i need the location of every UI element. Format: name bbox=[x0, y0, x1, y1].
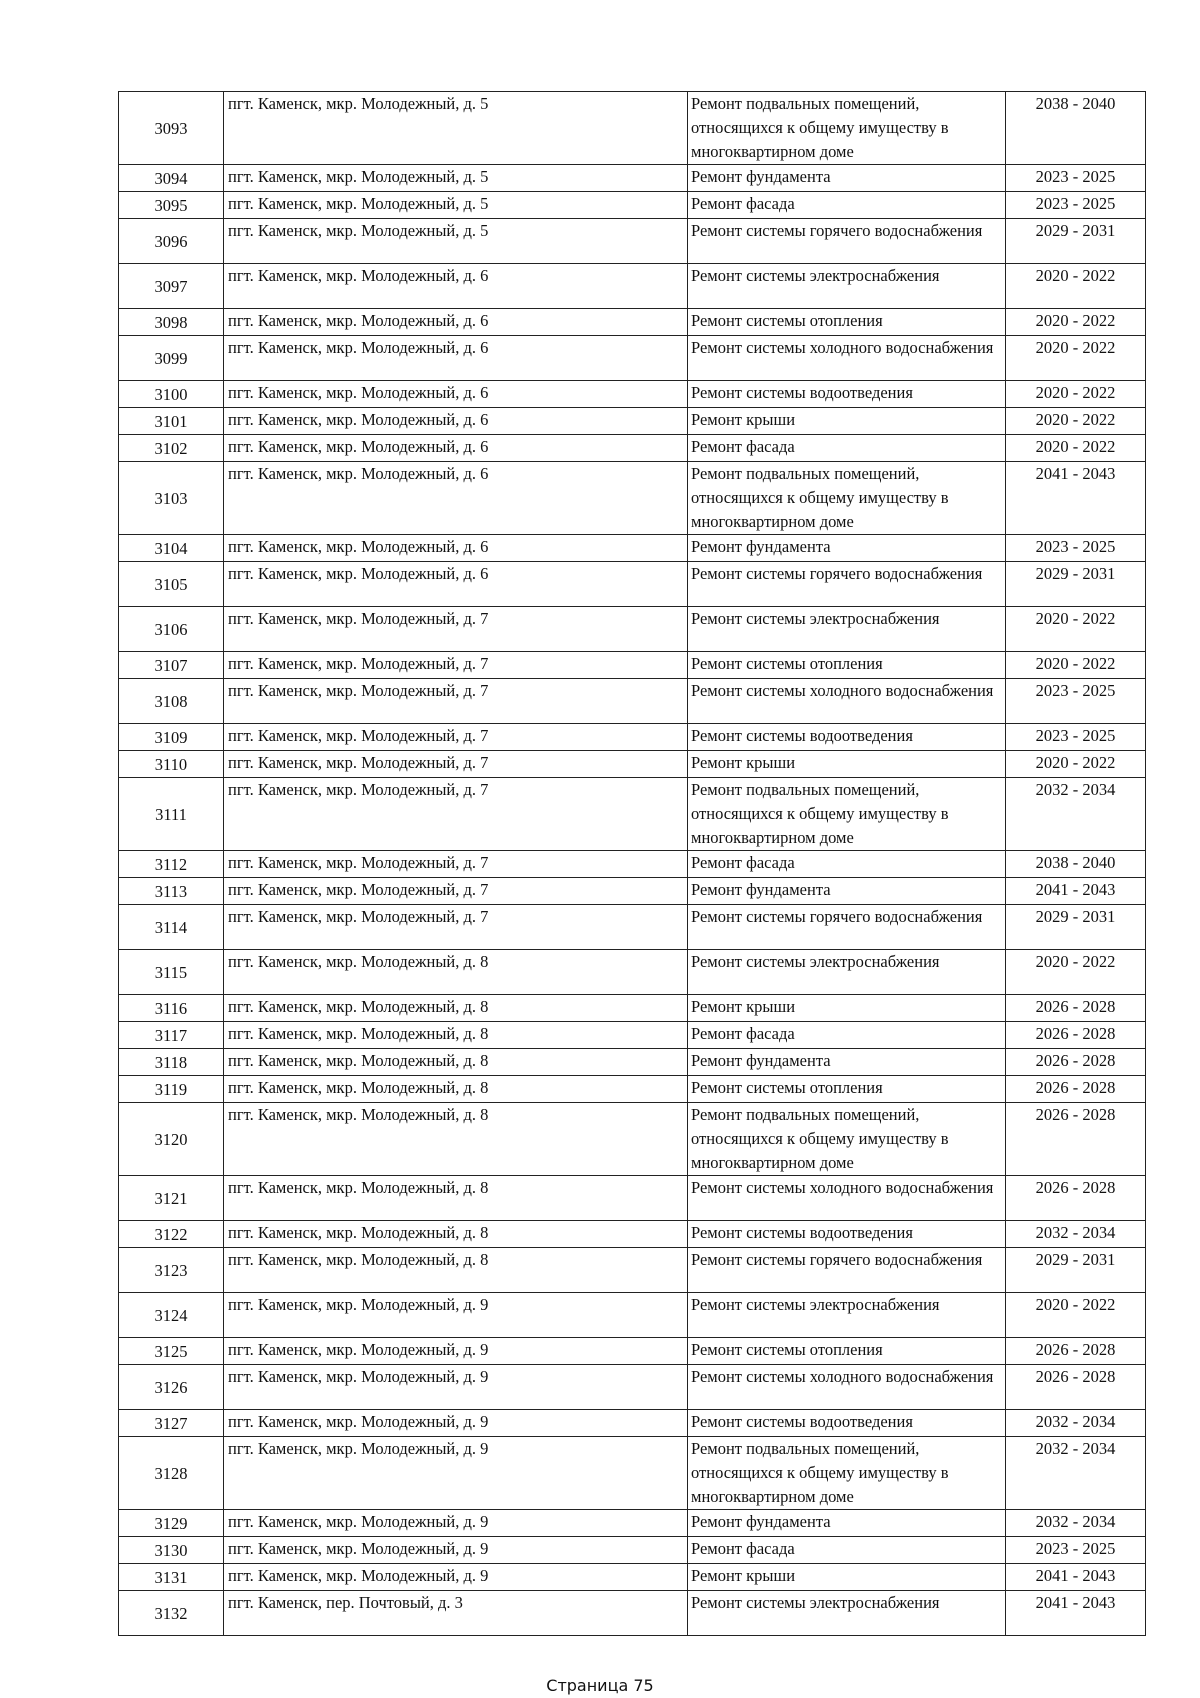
row-number: 3105 bbox=[119, 562, 224, 607]
row-address: пгт. Каменск, мкр. Молодежный, д. 7 bbox=[224, 778, 688, 851]
row-number: 3125 bbox=[119, 1338, 224, 1365]
row-work-type: Ремонт системы горячего водоснабжения bbox=[688, 219, 1006, 264]
row-number: 3132 bbox=[119, 1591, 224, 1636]
row-address: пгт. Каменск, мкр. Молодежный, д. 9 bbox=[224, 1510, 688, 1537]
row-term: 2038 - 2040 bbox=[1006, 92, 1146, 165]
page-number: Страница 75 bbox=[546, 1676, 654, 1695]
row-address: пгт. Каменск, мкр. Молодежный, д. 9 bbox=[224, 1365, 688, 1410]
row-term: 2020 - 2022 bbox=[1006, 408, 1146, 435]
table-row bbox=[119, 950, 1146, 995]
row-address: пгт. Каменск, мкр. Молодежный, д. 6 bbox=[224, 264, 688, 309]
row-address: пгт. Каменск, мкр. Молодежный, д. 8 bbox=[224, 1221, 688, 1248]
row-work-type: Ремонт системы водоотведения bbox=[688, 381, 1006, 408]
table-row bbox=[119, 724, 1146, 751]
row-address: пгт. Каменск, мкр. Молодежный, д. 5 bbox=[224, 165, 688, 192]
row-term: 2020 - 2022 bbox=[1006, 309, 1146, 336]
row-address: пгт. Каменск, мкр. Молодежный, д. 9 bbox=[224, 1410, 688, 1437]
row-work-type: Ремонт системы отопления bbox=[688, 309, 1006, 336]
table-row bbox=[119, 679, 1146, 724]
row-address: пгт. Каменск, мкр. Молодежный, д. 7 bbox=[224, 851, 688, 878]
row-term: 2020 - 2022 bbox=[1006, 264, 1146, 309]
row-work-type: Ремонт подвальных помещений, относящихся к общему имуществу в многоквартирном доме bbox=[688, 1103, 1006, 1176]
row-work-type: Ремонт системы отопления bbox=[688, 1076, 1006, 1103]
table-row bbox=[119, 462, 1146, 535]
row-number: 3111 bbox=[119, 778, 224, 851]
row-address: пгт. Каменск, мкр. Молодежный, д. 9 bbox=[224, 1537, 688, 1564]
row-number: 3115 bbox=[119, 950, 224, 995]
row-number: 3110 bbox=[119, 751, 224, 778]
row-work-type: Ремонт фундамента bbox=[688, 1049, 1006, 1076]
row-number: 3098 bbox=[119, 309, 224, 336]
row-number: 3119 bbox=[119, 1076, 224, 1103]
table-row bbox=[119, 1293, 1146, 1338]
row-work-type: Ремонт системы отопления bbox=[688, 1338, 1006, 1365]
table-row bbox=[119, 1022, 1146, 1049]
table-row bbox=[119, 1365, 1146, 1410]
row-work-type: Ремонт подвальных помещений, относящихся к общему имуществу в многоквартирном доме bbox=[688, 92, 1006, 165]
row-number: 3107 bbox=[119, 652, 224, 679]
row-work-type: Ремонт системы горячего водоснабжения bbox=[688, 905, 1006, 950]
row-term: 2020 - 2022 bbox=[1006, 336, 1146, 381]
row-number: 3126 bbox=[119, 1365, 224, 1410]
row-term: 2020 - 2022 bbox=[1006, 607, 1146, 652]
row-term: 2023 - 2025 bbox=[1006, 535, 1146, 562]
row-number: 3108 bbox=[119, 679, 224, 724]
row-term: 2029 - 2031 bbox=[1006, 219, 1146, 264]
row-work-type: Ремонт системы холодного водоснабжения bbox=[688, 336, 1006, 381]
table-row bbox=[119, 1338, 1146, 1365]
row-work-type: Ремонт крыши bbox=[688, 1564, 1006, 1591]
table-row bbox=[119, 562, 1146, 607]
table-row bbox=[119, 165, 1146, 192]
row-number: 3123 bbox=[119, 1248, 224, 1293]
row-address: пгт. Каменск, мкр. Молодежный, д. 5 bbox=[224, 219, 688, 264]
row-work-type: Ремонт системы холодного водоснабжения bbox=[688, 1176, 1006, 1221]
row-address: пгт. Каменск, мкр. Молодежный, д. 8 bbox=[224, 1022, 688, 1049]
table-row bbox=[119, 905, 1146, 950]
row-term: 2020 - 2022 bbox=[1006, 652, 1146, 679]
table-row bbox=[119, 408, 1146, 435]
row-work-type: Ремонт фундамента bbox=[688, 165, 1006, 192]
table-row bbox=[119, 652, 1146, 679]
row-work-type: Ремонт фасада bbox=[688, 851, 1006, 878]
row-address: пгт. Каменск, мкр. Молодежный, д. 8 bbox=[224, 1076, 688, 1103]
row-work-type: Ремонт крыши bbox=[688, 995, 1006, 1022]
row-term: 2041 - 2043 bbox=[1006, 1591, 1146, 1636]
row-address: пгт. Каменск, мкр. Молодежный, д. 6 bbox=[224, 408, 688, 435]
table-row bbox=[119, 535, 1146, 562]
table-row bbox=[119, 878, 1146, 905]
row-work-type: Ремонт системы горячего водоснабжения bbox=[688, 1248, 1006, 1293]
row-term: 2026 - 2028 bbox=[1006, 1365, 1146, 1410]
row-work-type: Ремонт системы электроснабжения bbox=[688, 264, 1006, 309]
row-term: 2038 - 2040 bbox=[1006, 851, 1146, 878]
row-number: 3112 bbox=[119, 851, 224, 878]
row-number: 3094 bbox=[119, 165, 224, 192]
row-work-type: Ремонт системы водоотведения bbox=[688, 1410, 1006, 1437]
table-row bbox=[119, 1537, 1146, 1564]
row-number: 3121 bbox=[119, 1176, 224, 1221]
table-row bbox=[119, 1049, 1146, 1076]
row-term: 2041 - 2043 bbox=[1006, 462, 1146, 535]
row-address: пгт. Каменск, мкр. Молодежный, д. 7 bbox=[224, 679, 688, 724]
row-address: пгт. Каменск, мкр. Молодежный, д. 8 bbox=[224, 1103, 688, 1176]
row-number: 3114 bbox=[119, 905, 224, 950]
row-work-type: Ремонт подвальных помещений, относящихся к общему имуществу в многоквартирном доме bbox=[688, 1437, 1006, 1510]
row-term: 2020 - 2022 bbox=[1006, 950, 1146, 995]
row-term: 2032 - 2034 bbox=[1006, 1437, 1146, 1510]
row-address: пгт. Каменск, мкр. Молодежный, д. 8 bbox=[224, 995, 688, 1022]
row-number: 3113 bbox=[119, 878, 224, 905]
row-term: 2023 - 2025 bbox=[1006, 679, 1146, 724]
row-number: 3101 bbox=[119, 408, 224, 435]
row-term: 2023 - 2025 bbox=[1006, 192, 1146, 219]
row-term: 2023 - 2025 bbox=[1006, 724, 1146, 751]
row-number: 3129 bbox=[119, 1510, 224, 1537]
row-term: 2032 - 2034 bbox=[1006, 1221, 1146, 1248]
row-address: пгт. Каменск, мкр. Молодежный, д. 9 bbox=[224, 1338, 688, 1365]
repair-schedule-table bbox=[118, 91, 1146, 1636]
table-row bbox=[119, 995, 1146, 1022]
row-work-type: Ремонт системы отопления bbox=[688, 652, 1006, 679]
row-term: 2029 - 2031 bbox=[1006, 905, 1146, 950]
table-row bbox=[119, 309, 1146, 336]
row-work-type: Ремонт системы электроснабжения bbox=[688, 607, 1006, 652]
row-term: 2026 - 2028 bbox=[1006, 1338, 1146, 1365]
row-term: 2041 - 2043 bbox=[1006, 878, 1146, 905]
row-term: 2026 - 2028 bbox=[1006, 1049, 1146, 1076]
row-address: пгт. Каменск, мкр. Молодежный, д. 7 bbox=[224, 905, 688, 950]
table-row bbox=[119, 381, 1146, 408]
row-work-type: Ремонт системы электроснабжения bbox=[688, 1591, 1006, 1636]
row-term: 2029 - 2031 bbox=[1006, 1248, 1146, 1293]
row-number: 3116 bbox=[119, 995, 224, 1022]
row-address: пгт. Каменск, мкр. Молодежный, д. 8 bbox=[224, 1248, 688, 1293]
row-address: пгт. Каменск, мкр. Молодежный, д. 6 bbox=[224, 435, 688, 462]
row-address: пгт. Каменск, мкр. Молодежный, д. 9 bbox=[224, 1564, 688, 1591]
row-work-type: Ремонт системы водоотведения bbox=[688, 1221, 1006, 1248]
row-address: пгт. Каменск, мкр. Молодежный, д. 8 bbox=[224, 1049, 688, 1076]
row-address: пгт. Каменск, мкр. Молодежный, д. 5 bbox=[224, 192, 688, 219]
table-row bbox=[119, 92, 1146, 165]
row-address: пгт. Каменск, мкр. Молодежный, д. 6 bbox=[224, 462, 688, 535]
row-number: 3128 bbox=[119, 1437, 224, 1510]
row-number: 3127 bbox=[119, 1410, 224, 1437]
row-number: 3118 bbox=[119, 1049, 224, 1076]
row-work-type: Ремонт системы электроснабжения bbox=[688, 950, 1006, 995]
row-term: 2020 - 2022 bbox=[1006, 751, 1146, 778]
row-number: 3130 bbox=[119, 1537, 224, 1564]
row-work-type: Ремонт крыши bbox=[688, 408, 1006, 435]
row-number: 3100 bbox=[119, 381, 224, 408]
table-row bbox=[119, 1437, 1146, 1510]
row-work-type: Ремонт подвальных помещений, относящихся к общему имуществу в многоквартирном доме bbox=[688, 462, 1006, 535]
row-address: пгт. Каменск, мкр. Молодежный, д. 6 bbox=[224, 562, 688, 607]
row-term: 2026 - 2028 bbox=[1006, 995, 1146, 1022]
row-address: пгт. Каменск, мкр. Молодежный, д. 6 bbox=[224, 309, 688, 336]
row-number: 3102 bbox=[119, 435, 224, 462]
row-address: пгт. Каменск, мкр. Молодежный, д. 6 bbox=[224, 535, 688, 562]
row-work-type: Ремонт системы электроснабжения bbox=[688, 1293, 1006, 1338]
row-number: 3104 bbox=[119, 535, 224, 562]
row-work-type: Ремонт крыши bbox=[688, 751, 1006, 778]
row-term: 2032 - 2034 bbox=[1006, 778, 1146, 851]
row-work-type: Ремонт системы горячего водоснабжения bbox=[688, 562, 1006, 607]
row-work-type: Ремонт системы холодного водоснабжения bbox=[688, 1365, 1006, 1410]
row-address: пгт. Каменск, мкр. Молодежный, д. 5 bbox=[224, 92, 688, 165]
row-number: 3095 bbox=[119, 192, 224, 219]
row-term: 2032 - 2034 bbox=[1006, 1410, 1146, 1437]
row-term: 2023 - 2025 bbox=[1006, 1537, 1146, 1564]
row-work-type: Ремонт фундамента bbox=[688, 878, 1006, 905]
row-work-type: Ремонт фасада bbox=[688, 1537, 1006, 1564]
table-row bbox=[119, 1176, 1146, 1221]
row-work-type: Ремонт системы холодного водоснабжения bbox=[688, 679, 1006, 724]
row-number: 3117 bbox=[119, 1022, 224, 1049]
row-number: 3120 bbox=[119, 1103, 224, 1176]
row-address: пгт. Каменск, мкр. Молодежный, д. 6 bbox=[224, 336, 688, 381]
row-work-type: Ремонт фундамента bbox=[688, 535, 1006, 562]
row-term: 2026 - 2028 bbox=[1006, 1103, 1146, 1176]
row-number: 3097 bbox=[119, 264, 224, 309]
row-work-type: Ремонт фасада bbox=[688, 192, 1006, 219]
row-address: пгт. Каменск, мкр. Молодежный, д. 8 bbox=[224, 1176, 688, 1221]
row-term: 2026 - 2028 bbox=[1006, 1176, 1146, 1221]
row-number: 3109 bbox=[119, 724, 224, 751]
row-work-type: Ремонт подвальных помещений, относящихся к общему имуществу в многоквартирном доме bbox=[688, 778, 1006, 851]
table-row bbox=[119, 1076, 1146, 1103]
table-row bbox=[119, 751, 1146, 778]
row-term: 2020 - 2022 bbox=[1006, 381, 1146, 408]
table-row bbox=[119, 264, 1146, 309]
row-term: 2032 - 2034 bbox=[1006, 1510, 1146, 1537]
row-term: 2029 - 2031 bbox=[1006, 562, 1146, 607]
row-term: 2023 - 2025 bbox=[1006, 165, 1146, 192]
row-term: 2041 - 2043 bbox=[1006, 1564, 1146, 1591]
row-work-type: Ремонт фасада bbox=[688, 1022, 1006, 1049]
table-row bbox=[119, 1221, 1146, 1248]
row-address: пгт. Каменск, мкр. Молодежный, д. 7 bbox=[224, 607, 688, 652]
row-number: 3103 bbox=[119, 462, 224, 535]
row-address: пгт. Каменск, пер. Почтовый, д. 3 bbox=[224, 1591, 688, 1636]
row-address: пгт. Каменск, мкр. Молодежный, д. 7 bbox=[224, 878, 688, 905]
table-row bbox=[119, 1103, 1146, 1176]
row-work-type: Ремонт системы водоотведения bbox=[688, 724, 1006, 751]
row-number: 3093 bbox=[119, 92, 224, 165]
table-row bbox=[119, 435, 1146, 462]
table-row bbox=[119, 219, 1146, 264]
row-address: пгт. Каменск, мкр. Молодежный, д. 7 bbox=[224, 724, 688, 751]
row-number: 3124 bbox=[119, 1293, 224, 1338]
row-number: 3131 bbox=[119, 1564, 224, 1591]
row-work-type: Ремонт фасада bbox=[688, 435, 1006, 462]
table-row bbox=[119, 607, 1146, 652]
row-term: 2026 - 2028 bbox=[1006, 1076, 1146, 1103]
row-address: пгт. Каменск, мкр. Молодежный, д. 9 bbox=[224, 1437, 688, 1510]
row-number: 3099 bbox=[119, 336, 224, 381]
table-row bbox=[119, 1248, 1146, 1293]
table-row bbox=[119, 1564, 1146, 1591]
row-term: 2020 - 2022 bbox=[1006, 435, 1146, 462]
row-address: пгт. Каменск, мкр. Молодежный, д. 7 bbox=[224, 652, 688, 679]
table-body bbox=[119, 92, 1146, 1636]
table-row bbox=[119, 192, 1146, 219]
table-row bbox=[119, 851, 1146, 878]
row-term: 2020 - 2022 bbox=[1006, 1293, 1146, 1338]
row-number: 3106 bbox=[119, 607, 224, 652]
row-number: 3096 bbox=[119, 219, 224, 264]
row-address: пгт. Каменск, мкр. Молодежный, д. 9 bbox=[224, 1293, 688, 1338]
row-term: 2026 - 2028 bbox=[1006, 1022, 1146, 1049]
table-row bbox=[119, 1510, 1146, 1537]
row-address: пгт. Каменск, мкр. Молодежный, д. 6 bbox=[224, 381, 688, 408]
table-row bbox=[119, 1591, 1146, 1636]
row-work-type: Ремонт фундамента bbox=[688, 1510, 1006, 1537]
row-address: пгт. Каменск, мкр. Молодежный, д. 8 bbox=[224, 950, 688, 995]
table-row bbox=[119, 336, 1146, 381]
table-row bbox=[119, 1410, 1146, 1437]
row-number: 3122 bbox=[119, 1221, 224, 1248]
row-address: пгт. Каменск, мкр. Молодежный, д. 7 bbox=[224, 751, 688, 778]
table-row bbox=[119, 778, 1146, 851]
